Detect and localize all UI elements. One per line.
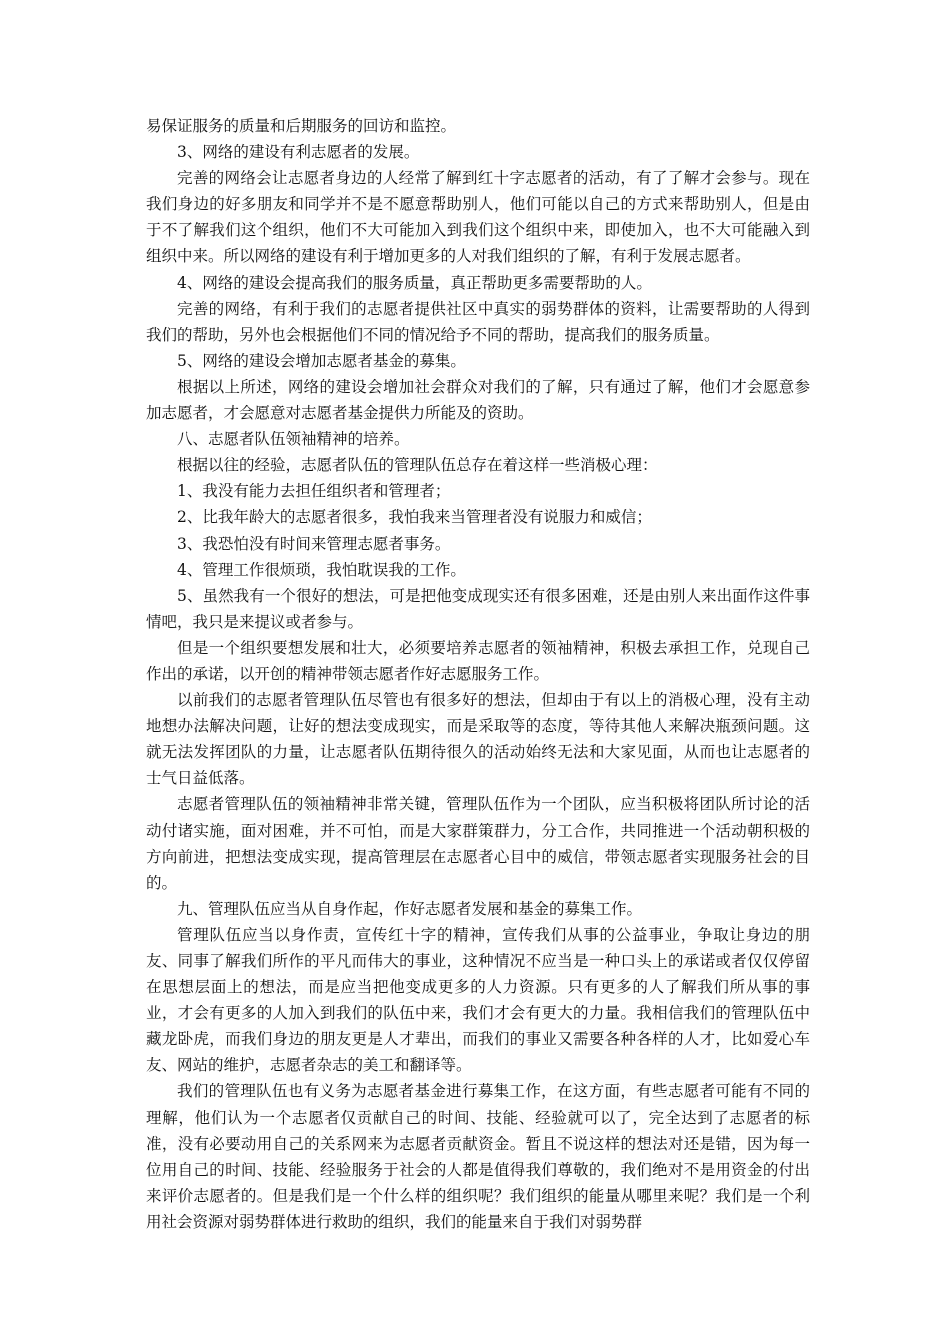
section-heading: 九、管理队伍应当从自身作起，作好志愿者发展和基金的募集工作。 — [177, 899, 643, 918]
list-item: 5、网络的建设会增加志愿者基金的募集。 — [177, 351, 466, 370]
document-body — [146, 113, 810, 1235]
list-item: 4、网络的建设会提高我们的服务质量，真正帮助更多需要帮助的人。 — [177, 273, 652, 292]
paragraph: 但是一个组织要想发展和壮大，必须要培养志愿者的领袖精神，积极去承担工作，兑现自己作出的承诺，以开创的精神带领志愿者作好志愿服务工作。 — [146, 638, 810, 683]
list-item: 1、我没有能力去担任组织者和管理者； — [177, 482, 451, 501]
paragraph: 根据以上所述，网络的建设会增加社会群众对我们的了解，只有通过了解，他们才会愿意参加志愿者，才会愿意对志愿者基金提供力所能及的资助。 — [146, 377, 810, 423]
section-heading: 八、志愿者队伍领袖精神的培养。 — [177, 430, 410, 449]
list-item: 3、网络的建设有利志愿者的发展。 — [177, 143, 420, 162]
paragraph: 志愿者管理队伍的领袖精神非常关键，管理队伍作为一个团队，应当积极将团队所讨论的活动付诸实施，面对困难，并不可怕，而是大家群策群力，分工合作，共同推进一个活动朝积极的方向前进，把想法变成实现，提高管理层在志愿者心目中的威信，带领志愿者实现服务社会的目的。 — [146, 795, 810, 892]
paragraph: 我们的管理队伍也有义务为志愿者基金进行募集工作，在这方面，有些志愿者可能有不同的理解，他们认为一个志愿者仅贡献自己的时间、技能、经验就可以了，完全达到了志愿者的标准，没有必要动用自己的关系网来为志愿者贡献资金。暂且不说这样的想法对还是错，因为每一位用自己的时间、技能、经验服务于社会的人都是值得我们尊敬的，我们绝对不是用资金的付出来评价志愿者的。但是我们是一个什么样的组织呢？我们组织的能量从哪里来呢？我们是一个利用社会资源对弱势群体进行救助的组织，我们的能量来自于我们对弱势群 — [146, 1082, 810, 1231]
paragraph: 管理队伍应当以身作责，宣传红十字的精神，宣传我们从事的公益事业，争取让身边的朋友、同事了解我们所作的平凡而伟大的事业，这种情况不应当是一种口头上的承诺或者仅仅停留在思想层面上的想法，而是应当把他变成更多的人力资源。只有更多的人了解我们所从事的事业，才会有更多的人加入到我们的队伍中来，我们才会有更大的力量。我相信我们的管理队伍中藏龙卧虎，而我们身边的朋友更是人才辈出，而我们的事业又需要各种各样的人才，比如爱心车友、网站的维护，志愿者杂志的美工和翻译等。 — [146, 925, 810, 1075]
list-item: 4、管理工作很烦琐，我怕耽误我的工作。 — [177, 560, 466, 579]
paragraph: 以前我们的志愿者管理队伍尽管也有很多好的想法，但却由于有以上的消极心理，没有主动地想办法解决问题，让好的想法变成现实，而是采取等的态度，等待其他人来解决瓶颈问题。这就无法发挥团队的力量，让志愿者队伍期待很久的活动始终无法和大家见面，从而也让志愿者的士气日益低落。 — [146, 691, 810, 788]
paragraph: 根据以往的经验，志愿者队伍的管理队伍总存在着这样一些消极心理： — [177, 456, 658, 475]
paragraph: 完善的网络，有利于我们的志愿者提供社区中真实的弱势群体的资料，让需要帮助的人得到我们的帮助，另外也会根据他们不同的情况给予不同的帮助，提高我们的服务质量。 — [146, 299, 810, 344]
paragraph: 完善的网络会让志愿者身边的人经常了解到红十字志愿者的活动，有了了解才会参与。现在我们身边的好多朋友和同学并不是不愿意帮助别人，他们可能以自己的方式来帮助别人，但是由于不了解我们这个组织，他们不大可能加入到我们这个组织中来，即使加入，也不大可能融入到组织中来。所以网络的建设有利于增加更多的人对我们组织的了解，有利于发展志愿者。 — [146, 169, 810, 266]
paragraph: 易保证服务的质量和后期服务的回访和监控。 — [146, 117, 457, 135]
list-item: 5、虽然我有一个很好的想法，可是把他变成现实还有很多困难，还是由别人来出面作这件事情吧，我只是来提议或者参与。 — [146, 586, 810, 631]
list-item: 2、比我年龄大的志愿者很多，我怕我来当管理者没有说服力和威信； — [177, 508, 652, 527]
list-item: 3、我恐怕没有时间来管理志愿者事务。 — [177, 534, 451, 553]
